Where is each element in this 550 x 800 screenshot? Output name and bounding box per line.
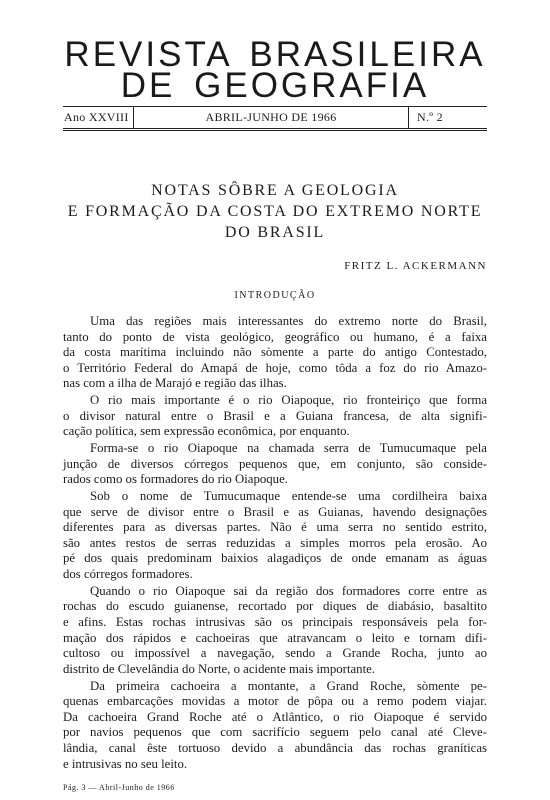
body-text-line: são antes restos de serras reduzidas a simples morros pela erosão. Ao (63, 535, 487, 550)
body-text-line: Da primeira cachoeira a montante, a Grand Roche, sòmente pe- (90, 678, 487, 693)
body-text-line: nas com a ilha de Marajó e região das ilhas. (63, 376, 287, 391)
body-text-line: e afins. Estas rochas intrusivas são os principais responsáveis pela for- (63, 615, 487, 630)
body-text-line: lândia, canal êste tortuoso devido a abundância das rochas graníticas (63, 740, 487, 755)
body-text-line: quenas embarcações movidas a motor de pôpa ou a remo podem viajar. (63, 694, 487, 709)
paragraph-1 (63, 314, 487, 392)
article-title (0, 180, 550, 243)
body-text-line: cação política, sem expressão econômica, por enquanto. (63, 424, 350, 439)
body-text-line: Uma das regiões mais interessantes do extremo norte do Brasil, (90, 314, 487, 328)
body-text-line: dos córregos formadores. (63, 567, 193, 582)
issue-period: ABRIL-JUNHO DE 1966 (205, 110, 337, 124)
body-text-line: distrito de Clevelândia do Norte, o acidente mais importante. (63, 661, 376, 676)
body-text-line: da costa marítima incluindo não sòmente a parte do antigo Contestado, (63, 345, 487, 360)
body-text-line: Sob o nome de Tumucumaque entende-se uma cordilheira baixa (90, 489, 487, 504)
body-text-line: Quando o rio Oiapoque sai da região dos formadores corre entre as (90, 583, 487, 598)
body-text-line: que serve de divisor entre o Brasil e as Guianas, havendo designações (63, 504, 487, 519)
body-text-line: cultoso ou impossível a navegação, sendo a Grande Rocha, junto ao (63, 646, 487, 661)
page-footer: Pág. 3 — Abril-Junho de 1966 (63, 783, 175, 792)
article-title-line: DO BRASIL (224, 224, 326, 241)
article-title-line: NOTAS SÔBRE A GEOLOGIA (151, 182, 399, 199)
body-text-line: rados como os formadores do rio Oiapoque. (63, 472, 288, 487)
body-text-line: diferentes para as diversas partes. Não é uma serra no sentido estrito, (63, 520, 487, 535)
paragraph-2 (63, 393, 487, 440)
author-name: FRITZ L. ACKERMANN (344, 260, 487, 272)
body-text-line: Da cachoeira Grand Roche até o Atlântico, o rio Oiapoque é servido (63, 709, 487, 724)
body-text-line: e intrusivas no seu leito. (63, 756, 188, 771)
paragraph-3 (63, 441, 487, 488)
paragraph-6 (63, 679, 487, 773)
band-divider-right (408, 107, 409, 128)
body-text-line: Forma-se o rio Oiapoque na chamada serra de Tumucumaque pela (90, 441, 487, 456)
body-text-line: mação dos rápidos e cachoeiras que atravancam o leito e tornam difi- (63, 630, 487, 645)
volume-label: Ano XXVIII (64, 110, 129, 124)
body-text-line: por navios pequenos que com sacrifício seguem pelo canal até Cleve- (63, 725, 487, 740)
body-text-line: tanto do ponto de vista geológico, geográfico ou humano, é a faixa (63, 329, 487, 344)
body-text-line: O rio mais importante é o rio Oiapoque, rio fronteiriço que forma (90, 393, 487, 408)
body-text-line: o divisor natural entre o Brasil e a Guiana francesa, de alta signifi- (63, 408, 487, 423)
article-body (63, 314, 487, 772)
issue-number: N.º 2 (417, 110, 443, 124)
section-heading: INTRODUÇÃO (234, 290, 316, 301)
paragraph-5 (63, 584, 487, 678)
issue-band (63, 106, 487, 131)
body-text-line: rochas do escudo guianense, recortado por diques de diabásio, basaltito (63, 599, 487, 614)
journal-title-line-2: DE GEOGRAFIA (120, 66, 430, 105)
paragraph-4 (63, 489, 487, 583)
body-text-line: o Território Federal do Amapá de hoje, como tôda a foz do rio Amazo- (63, 360, 487, 375)
body-text-line: pé dos quais predominam baixios alagadiços de onde emanam as águas (63, 551, 487, 566)
article-title-line: E FORMAÇÃO DA COSTA DO EXTREMO NORTE (67, 203, 483, 220)
journal-title-line-1: REVISTA BRASILEIRA (64, 35, 486, 74)
body-text-line: junção de diversos córregos pequenos que, em conjunto, são conside- (63, 456, 487, 471)
